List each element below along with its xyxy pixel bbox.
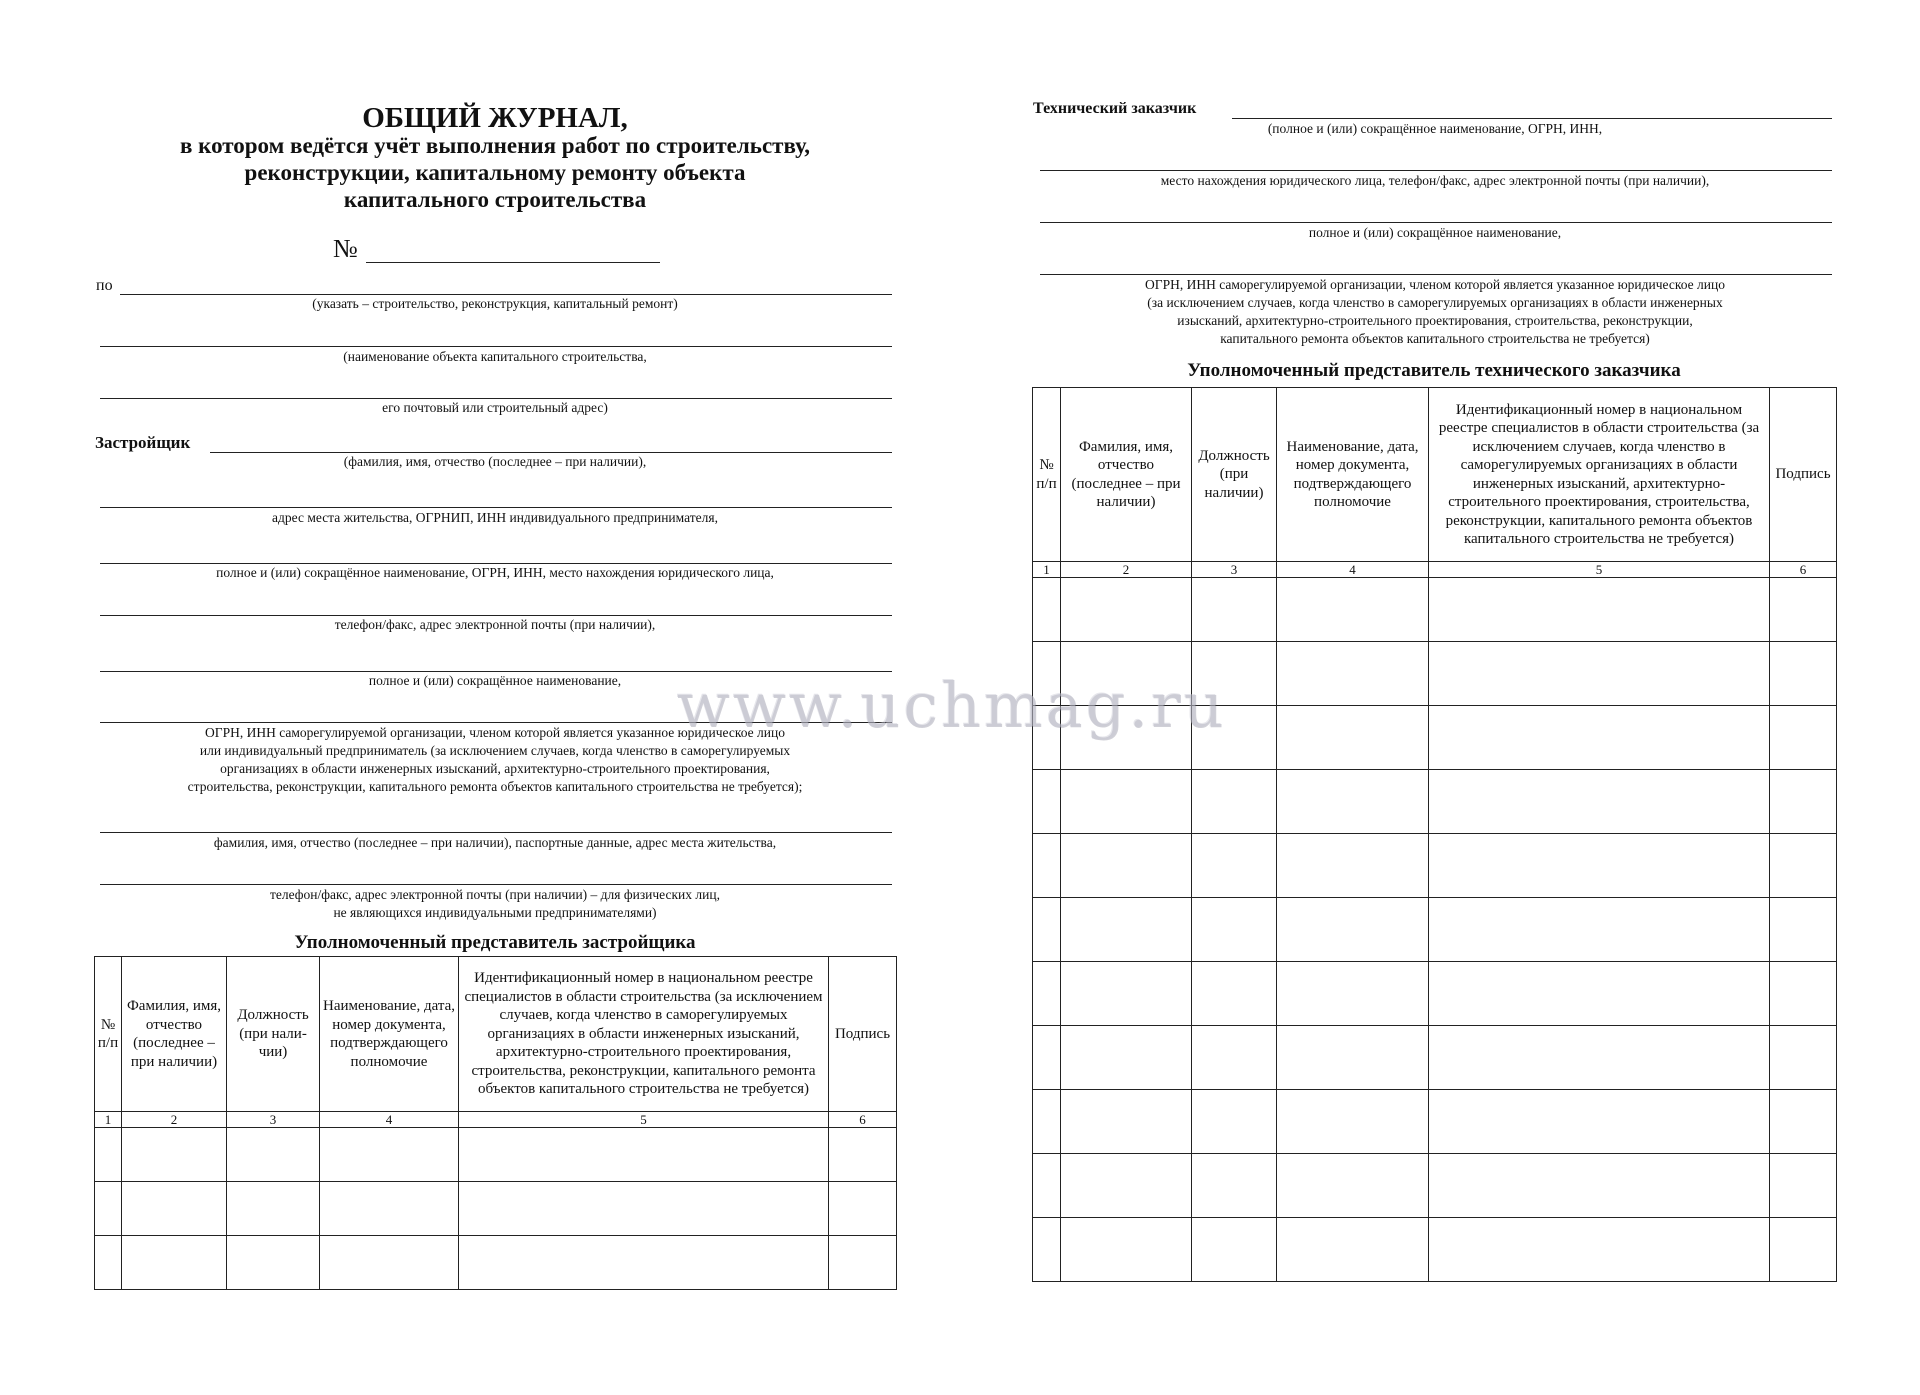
table-cell[interactable] (829, 1236, 897, 1290)
col-header-num: № п/п (1033, 388, 1061, 562)
table-cell[interactable] (1061, 578, 1192, 642)
table-cell[interactable] (122, 1236, 227, 1290)
developer-legal-caption: полное и (или) сокращённое наименование, ОГРН, ИНН, место нахождения юридического лица, (216, 565, 774, 580)
table-cell[interactable] (1192, 1090, 1277, 1154)
col-number: 1 (95, 1112, 122, 1128)
developer-person-phone-line[interactable] (100, 884, 892, 885)
col-number: 6 (829, 1112, 897, 1128)
developer-address-caption: адрес места жительства, ОГРНИП, ИНН индивидуального предпринимателя, (272, 510, 718, 525)
col-header-signature: Подпись (829, 957, 897, 1112)
table-cell[interactable] (95, 1182, 122, 1236)
table-row (1033, 770, 1837, 834)
customer-sro-line[interactable] (1040, 274, 1832, 275)
table-row (1033, 1090, 1837, 1154)
table-cell[interactable] (1192, 898, 1277, 962)
table-cell[interactable] (1033, 770, 1061, 834)
table-cell[interactable] (122, 1128, 227, 1182)
table-row (1033, 1218, 1837, 1282)
col-number: 6 (1770, 562, 1837, 578)
table-cell[interactable] (459, 1128, 829, 1182)
table-row (95, 1236, 897, 1290)
table-cell[interactable] (1277, 898, 1429, 962)
table-cell[interactable] (1770, 1218, 1837, 1282)
table-cell[interactable] (1277, 1218, 1429, 1282)
customer-rep-section-title: Уполномоченный представитель технического заказчика (1187, 360, 1681, 381)
table-cell[interactable] (1061, 1090, 1192, 1154)
table-cell[interactable] (1277, 1090, 1429, 1154)
table-cell[interactable] (1192, 962, 1277, 1026)
col-number: 4 (1277, 562, 1429, 578)
table-cell[interactable] (1770, 706, 1837, 770)
table-cell[interactable] (1770, 898, 1837, 962)
table-row (1033, 898, 1837, 962)
col-header-document: Наименование, дата, номер документа, подтверждающего полномочие (1277, 388, 1429, 562)
customer-rep-table (1032, 387, 1837, 1282)
col-header-position: Должность (при нали-чии) (227, 957, 320, 1112)
col-header-id-number: Идентификационный номер в национальном реестре специалистов в области строительства (за исключением случаев, когда членство в саморегулируемых организациях в области инженерных изысканий, архитектурно-строительного проектирования, строительства, реконструкции, капитального ремонта объектов капитального строительства не требуется) (459, 957, 829, 1112)
table-cell[interactable] (1429, 706, 1770, 770)
table-cell[interactable] (829, 1128, 897, 1182)
col-header-position: Должность (при наличии) (1192, 388, 1277, 562)
table-cell[interactable] (1033, 1218, 1061, 1282)
developer-phone-caption: телефон/факс, адрес электронной почты (при наличии), (334, 617, 656, 632)
table-row (1033, 834, 1837, 898)
table-row (1033, 1154, 1837, 1218)
journal-subtitle-2: реконструкции, капитальному ремонту объекта (244, 160, 746, 185)
table-cell[interactable] (1192, 1218, 1277, 1282)
table-cell[interactable] (1192, 578, 1277, 642)
table-cell[interactable] (1033, 962, 1061, 1026)
customer-location-caption: место нахождения юридического лица, телефон/факс, адрес электронной почты (при наличии), (1160, 173, 1710, 188)
table-cell[interactable] (1061, 770, 1192, 834)
table-cell[interactable] (320, 1128, 459, 1182)
table-cell[interactable] (1277, 1154, 1429, 1218)
table-cell[interactable] (1429, 578, 1770, 642)
developer-person-caption: фамилия, имя, отчество (последнее – при наличии), паспортные данные, адрес места жительства, (213, 835, 777, 850)
table-cell[interactable] (829, 1182, 897, 1236)
journal-subtitle-1: в котором ведётся учёт выполнения работ по строительству, (179, 133, 811, 158)
journal-subtitle-3: капитального строительства (343, 187, 647, 212)
table-cell[interactable] (1429, 770, 1770, 834)
customer-location-line[interactable] (1040, 170, 1832, 171)
developer-person-phone-caption-2: не являющихся индивидуальными предпринимателями) (333, 905, 657, 920)
developer-rep-table (94, 956, 897, 1290)
col-header-fio: Фамилия, имя, отчество (последнее – при наличии) (122, 957, 227, 1112)
table-row (95, 1128, 897, 1182)
customer-name-line[interactable] (1232, 118, 1832, 119)
table-cell[interactable] (122, 1182, 227, 1236)
developer-short-caption: полное и (или) сокращённое наименование, (368, 673, 622, 688)
customer-label: Технический заказчик (1033, 100, 1197, 117)
journal-number-line[interactable] (366, 262, 660, 263)
table-cell[interactable] (1061, 834, 1192, 898)
col-number: 5 (1429, 562, 1770, 578)
table-cell[interactable] (1277, 770, 1429, 834)
table-cell[interactable] (1429, 1026, 1770, 1090)
object-name-line[interactable] (100, 346, 892, 347)
table-cell[interactable] (1192, 1026, 1277, 1090)
table-cell[interactable] (1429, 834, 1770, 898)
table-cell[interactable] (1033, 578, 1061, 642)
po-label: по (96, 277, 113, 294)
table-cell[interactable] (320, 1182, 459, 1236)
developer-rep-section-title: Уполномоченный представитель застройщика (294, 932, 696, 953)
customer-sro-caption-1: ОГРН, ИНН саморегулируемой организации, членом которой является указанное юридическое лицо (1145, 277, 1725, 292)
table-cell[interactable] (227, 1182, 320, 1236)
table-row (95, 1182, 897, 1236)
developer-person-phone-caption-1: телефон/факс, адрес электронной почты (при наличии) – для физических лиц, (270, 887, 720, 902)
table-cell[interactable] (1429, 1154, 1770, 1218)
table-cell[interactable] (1277, 706, 1429, 770)
developer-sro-caption-2: или индивидуальный предприниматель (за исключением случаев, когда членство в саморегулируемых (199, 743, 791, 758)
customer-sro-caption-3: изысканий, архитектурно-строительного проектирования, строительства, реконструкции, (1177, 313, 1693, 328)
col-number: 2 (122, 1112, 227, 1128)
developer-sro-caption-4: строительства, реконструкции, капитального ремонта объектов капитального строительства не требуется); (187, 779, 803, 794)
table-cell[interactable] (1277, 1026, 1429, 1090)
table-cell[interactable] (1277, 834, 1429, 898)
table-cell[interactable] (1061, 1154, 1192, 1218)
developer-sro-caption-1: ОГРН, ИНН саморегулируемой организации, членом которой является указанное юридическое лицо (205, 725, 785, 740)
col-number: 2 (1061, 562, 1192, 578)
table-cell[interactable] (1061, 962, 1192, 1026)
table-cell[interactable] (459, 1236, 829, 1290)
table-cell[interactable] (1061, 1218, 1192, 1282)
table-cell[interactable] (1770, 770, 1837, 834)
table-cell[interactable] (227, 1236, 320, 1290)
col-number: 3 (1192, 562, 1277, 578)
table-cell[interactable] (1192, 1154, 1277, 1218)
number-label: № (333, 234, 358, 263)
table-cell[interactable] (227, 1128, 320, 1182)
table-row (1033, 962, 1837, 1026)
table-cell[interactable] (1770, 1026, 1837, 1090)
table-cell[interactable] (1033, 834, 1061, 898)
table-cell[interactable] (1770, 962, 1837, 1026)
col-number: 1 (1033, 562, 1061, 578)
customer-short-caption: полное и (или) сокращённое наименование, (1308, 225, 1562, 240)
table-cell[interactable] (95, 1128, 122, 1182)
col-header-document: Наименование, дата, номер документа, подтверждающего полномочие (320, 957, 459, 1112)
table-cell[interactable] (320, 1236, 459, 1290)
table-cell[interactable] (1429, 1090, 1770, 1154)
table-cell[interactable] (1033, 1026, 1061, 1090)
table-cell[interactable] (1192, 834, 1277, 898)
object-name-caption: (наименование объекта капитального строительства, (343, 349, 647, 364)
developer-address-line[interactable] (100, 507, 892, 508)
col-number: 4 (320, 1112, 459, 1128)
developer-person-line[interactable] (100, 832, 892, 833)
customer-sro-caption-4: капитального ремонта объектов капитального строительства не требуется) (1220, 331, 1650, 346)
object-address-caption: его почтовый или строительный адрес) (382, 400, 608, 415)
col-header-id-number: Идентификационный номер в национальном реестре специалистов в области строительства (за исключением случаев, когда членство в саморегулируемых организациях в области инженерных изысканий, архитектурно-строительного проектирования, строительства, реконструкции, капитального ремонта объектов капитального строительства не требуется) (1429, 388, 1770, 562)
work-type-caption: (указать – строительство, реконструкция, капитальный ремонт) (312, 296, 678, 311)
customer-sro-caption-2: (за исключением случаев, когда членство в саморегулируемых организациях в области инженерных (1147, 295, 1723, 310)
table-cell[interactable] (1033, 1154, 1061, 1218)
table-cell[interactable] (1429, 898, 1770, 962)
col-header-signature: Подпись (1770, 388, 1837, 562)
table-cell[interactable] (1429, 962, 1770, 1026)
table-cell[interactable] (1770, 1154, 1837, 1218)
table-cell[interactable] (95, 1236, 122, 1290)
table-cell[interactable] (1429, 642, 1770, 706)
col-header-fio: Фамилия, имя, отчество (последнее – при наличии) (1061, 388, 1192, 562)
table-cell[interactable] (459, 1182, 829, 1236)
developer-sro-caption-3: организациях в области инженерных изысканий, архитектурно-строительного проектирования, (220, 761, 770, 776)
developer-label: Застройщик (95, 433, 191, 452)
table-cell[interactable] (1061, 1026, 1192, 1090)
table-cell[interactable] (1192, 770, 1277, 834)
table-cell[interactable] (1277, 642, 1429, 706)
col-number: 5 (459, 1112, 829, 1128)
col-header-num: № п/п (95, 957, 122, 1112)
table-cell[interactable] (1033, 898, 1061, 962)
customer-short-line[interactable] (1040, 222, 1832, 223)
col-number: 3 (227, 1112, 320, 1128)
table-cell[interactable] (1033, 1090, 1061, 1154)
journal-title: ОБЩИЙ ЖУРНАЛ, (362, 102, 628, 134)
developer-name-caption: (фамилия, имя, отчество (последнее – при наличии), (343, 454, 647, 469)
table-cell[interactable] (1277, 962, 1429, 1026)
table-cell[interactable] (1429, 1218, 1770, 1282)
watermark-text: www.uchmag.ru (676, 668, 1226, 741)
table-cell[interactable] (1770, 642, 1837, 706)
table-cell[interactable] (1277, 578, 1429, 642)
table-cell[interactable] (1770, 1090, 1837, 1154)
table-cell[interactable] (1770, 834, 1837, 898)
table-row (1033, 578, 1837, 642)
table-row (1033, 1026, 1837, 1090)
table-cell[interactable] (1061, 898, 1192, 962)
customer-name-caption: (полное и (или) сокращённое наименование, ОГРН, ИНН, (1267, 121, 1603, 136)
table-cell[interactable] (1770, 578, 1837, 642)
